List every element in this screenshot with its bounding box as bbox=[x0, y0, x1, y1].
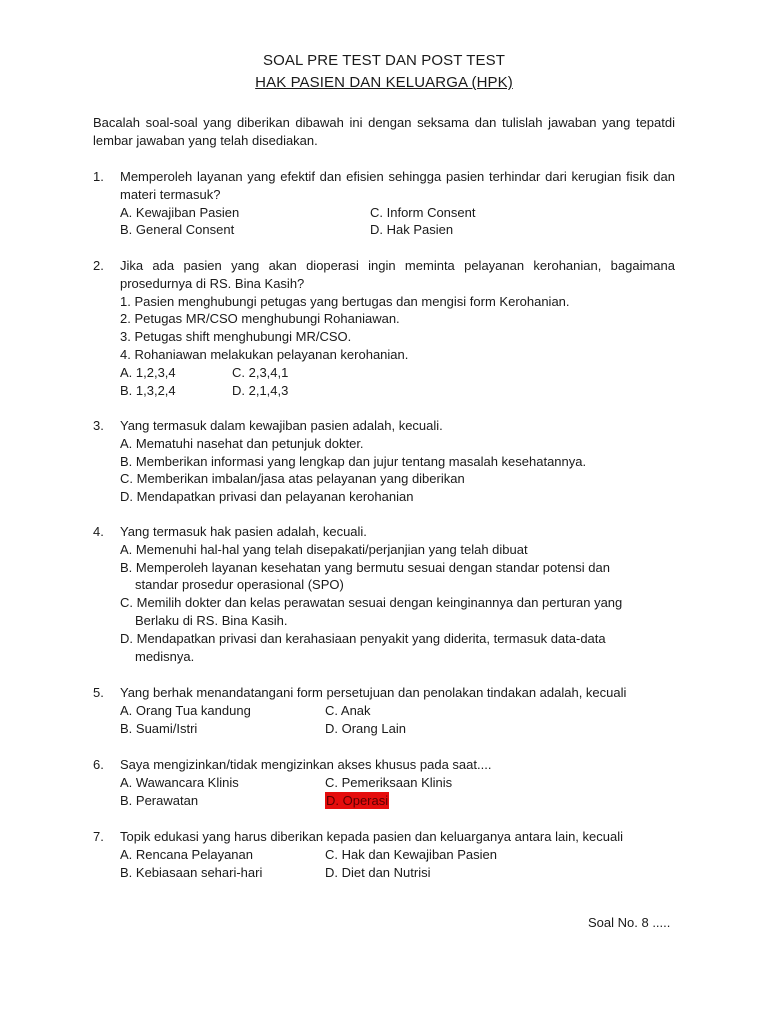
option-d-highlighted: D. Operasi bbox=[326, 792, 389, 808]
question-5 bbox=[93, 684, 675, 737]
option-d: D. Mendapatkan privasi dan pelayanan kerohanian bbox=[120, 489, 414, 505]
question-stem: Yang termasuk hak pasien adalah, kecuali. bbox=[120, 524, 367, 539]
procedure-step: 1. Pasien menghubungi petugas yang bertugas dan mengisi form Kerohanian. bbox=[120, 293, 570, 309]
option-c-continued: Berlaku di RS. Bina Kasih. bbox=[135, 612, 288, 628]
option-a: A. Orang Tua kandung bbox=[120, 702, 251, 718]
option-b: B. Suami/Istri bbox=[120, 720, 198, 736]
option-a: A. Kewajiban Pasien bbox=[120, 204, 240, 220]
option-a: A. Mematuhi nasehat dan petunjuk dokter. bbox=[120, 435, 364, 451]
option-b: B. Memperoleh layanan kesehatan yang bermutu sesuai dengan standar potensi dan bbox=[120, 559, 610, 575]
option-c: C. 2,3,4,1 bbox=[232, 364, 289, 380]
option-b-continued: standar prosedur operasional (SPO) bbox=[135, 577, 344, 593]
option-a: A. Rencana Pelayanan bbox=[120, 846, 253, 862]
option-c: C. Pemeriksaan Klinis bbox=[325, 774, 453, 790]
question-4 bbox=[93, 523, 675, 665]
option-d: D. 2,1,4,3 bbox=[232, 382, 289, 398]
next-page-note: Soal No. 8 ..... bbox=[588, 915, 671, 930]
instructions-paragraph: Bacalah soal-soal yang diberikan dibawah ini dengan seksama dan tulislah jawaban yang tepatdi lembar jawaban yang telah disediakan. bbox=[93, 115, 675, 148]
options-grid bbox=[120, 774, 675, 810]
question-stem: Memperoleh layanan yang efektif dan efisien sehingga pasien terhindar dari kerugian fisik dan materi termasuk? bbox=[120, 169, 675, 202]
question-number: 7. bbox=[93, 829, 104, 844]
option-c: C. Memilih dokter dan kelas perawatan sesuai dengan keinginannya dan perturan yang bbox=[120, 595, 623, 611]
question-stem: Yang termasuk dalam kewajiban pasien adalah, kecuali. bbox=[120, 418, 443, 433]
option-c: C. Anak bbox=[325, 702, 371, 718]
option-b: B. General Consent bbox=[120, 222, 235, 238]
question-stem: Jika ada pasien yang akan dioperasi ingin meminta pelayanan kerohanian, bagaimana prosedurnya di RS. Bina Kasih? bbox=[120, 258, 675, 291]
document-title: SOAL PRE TEST DAN POST TEST bbox=[263, 52, 505, 69]
question-stem: Yang berhak menandatangani form persetujuan dan penolakan tindakan adalah, kecuali bbox=[120, 685, 627, 700]
question-number: 1. bbox=[93, 169, 104, 184]
document-subtitle: HAK PASIEN DAN KELUARGA (HPK) bbox=[255, 74, 513, 91]
question-stem: Topik edukasi yang harus diberikan kepada pasien dan keluarganya antara lain, kecuali bbox=[120, 829, 624, 844]
option-c: C. Memberikan imbalan/jasa atas pelayanan yang diberikan bbox=[120, 471, 465, 487]
options-grid bbox=[120, 364, 675, 400]
option-a: A. Wawancara Klinis bbox=[120, 774, 239, 790]
option-a: A. Memenuhi hal-hal yang telah disepakati/perjanjian yang telah dibuat bbox=[120, 541, 528, 557]
question-1 bbox=[93, 168, 675, 239]
option-d: D. Hak Pasien bbox=[370, 222, 454, 238]
option-c: C. Hak dan Kewajiban Pasien bbox=[325, 846, 497, 862]
question-3 bbox=[93, 417, 675, 506]
option-d: D. Orang Lain bbox=[325, 720, 406, 736]
option-b: B. Kebiasaan sehari-hari bbox=[120, 864, 263, 880]
question-2 bbox=[93, 257, 675, 399]
procedure-step: 4. Rohaniawan melakukan pelayanan kerohanian. bbox=[120, 346, 409, 362]
procedure-step: 2. Petugas MR/CSO menghubungi Rohaniawan. bbox=[120, 311, 400, 327]
option-c: C. Inform Consent bbox=[370, 204, 476, 220]
options-grid bbox=[120, 204, 675, 240]
option-b: B. Perawatan bbox=[120, 792, 199, 808]
question-6 bbox=[93, 756, 675, 809]
question-stem: Saya mengizinkan/tidak mengizinkan akses khusus pada saat.... bbox=[120, 757, 492, 772]
question-number: 4. bbox=[93, 524, 104, 539]
option-d: D. Diet dan Nutrisi bbox=[325, 864, 431, 880]
question-number: 2. bbox=[93, 258, 104, 273]
option-b: B. Memberikan informasi yang lengkap dan jujur tentang masalah kesehatannya. bbox=[120, 453, 587, 469]
option-d: D. Mendapatkan privasi dan kerahasiaan penyakit yang diderita, termasuk data-data bbox=[120, 630, 606, 646]
procedure-step: 3. Petugas shift menghubungi MR/CSO. bbox=[120, 329, 352, 345]
question-number: 6. bbox=[93, 757, 104, 772]
option-d-continued: medisnya. bbox=[135, 648, 195, 664]
question-number: 5. bbox=[93, 685, 104, 700]
options-grid bbox=[120, 702, 675, 738]
option-a: A. 1,2,3,4 bbox=[120, 364, 176, 380]
question-number: 3. bbox=[93, 418, 104, 433]
question-7 bbox=[93, 828, 675, 881]
options-grid bbox=[120, 846, 675, 882]
option-b: B. 1,3,2,4 bbox=[120, 382, 176, 398]
